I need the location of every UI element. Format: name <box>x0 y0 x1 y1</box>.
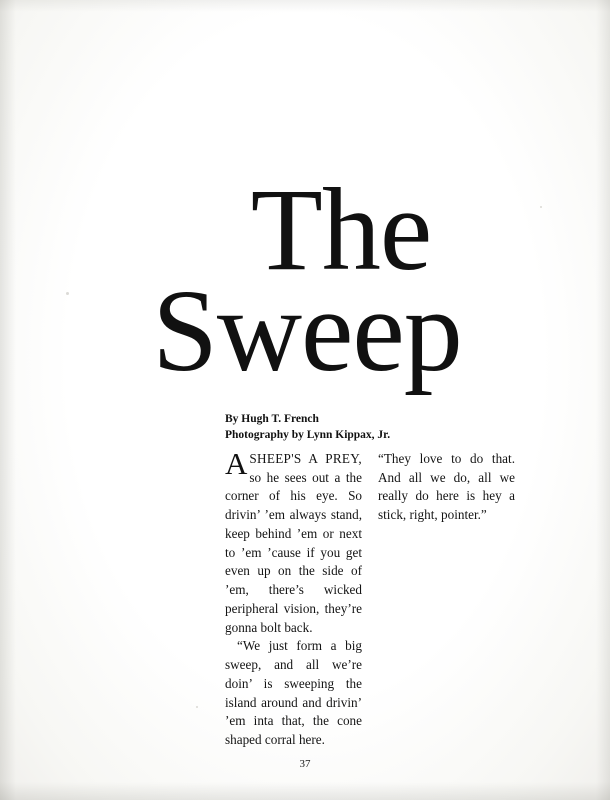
byline-photography: Photography by Lynn Kippax, Jr. <box>225 428 391 441</box>
page-edge-shadow-top <box>0 0 610 12</box>
lead-small-caps: SHEEP'S A PREY, <box>249 451 362 466</box>
paragraph <box>225 446 362 637</box>
page-edge-shadow-right <box>596 0 610 800</box>
byline-author: By Hugh T. French <box>225 413 319 425</box>
paragraph <box>378 450 515 525</box>
paragraph-text: “We just form a big sweep, and all we’re doin’ is sweeping the island around and drivin’ ’em inta that, the cone shaped corral here. <box>225 638 362 748</box>
page-title <box>0 164 610 396</box>
paragraph-text: “They love to do that. And all we do, all we really do here is hey a stick, right, pointer.” <box>378 451 515 523</box>
page-edge-shadow-left <box>0 0 16 800</box>
byline <box>225 412 485 443</box>
body-columns <box>225 446 515 750</box>
paper-speck <box>196 706 198 708</box>
page-number: 37 <box>299 758 311 770</box>
page-edge-shadow-bottom <box>0 782 610 800</box>
paragraph <box>225 637 362 749</box>
body-column-left <box>225 446 362 750</box>
paragraph-text: so he sees out a the corner of his eye. So drivin’ ’em always stand, keep behind ’em or next to ’em ’cause if you get even up on the side of ’em, there’s wicked peripheral vision, they’re gonna bolt back. <box>225 469 362 635</box>
body-column-right <box>378 450 515 750</box>
drop-cap: A <box>225 446 248 481</box>
title-line-2: Sweep <box>152 264 462 396</box>
title-line-1: The <box>250 164 432 295</box>
